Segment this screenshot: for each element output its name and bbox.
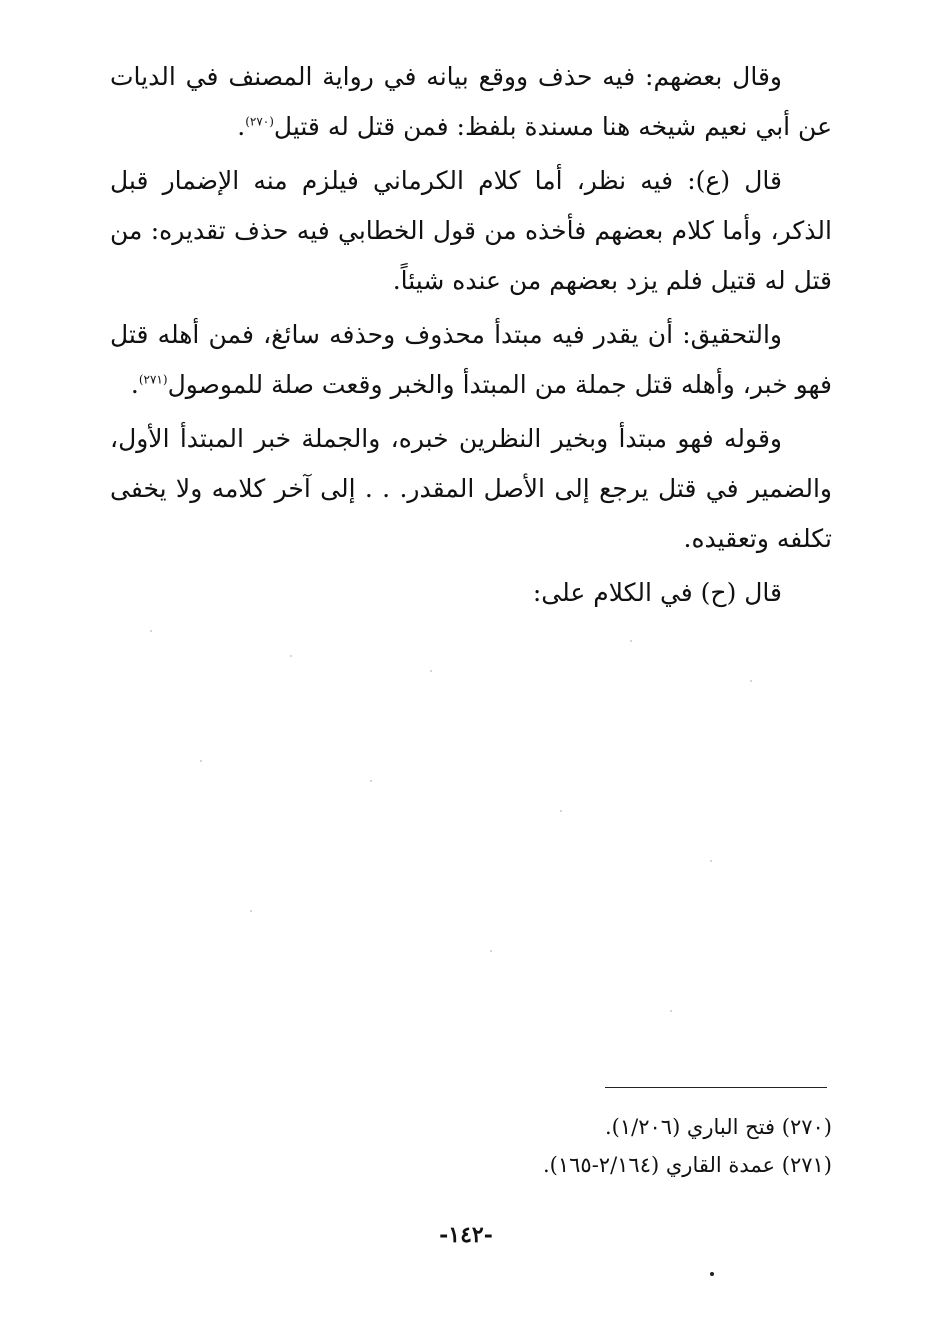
footnote-271: (٢٧١) عمدة القاري (٢/١٦٤-١٦٥). [542, 1153, 832, 1177]
paragraph-1-text: وقال بعضهم: فيه حذف ووقع بيانه في رواية المصنف في الديات عن أبي نعيم شيخه هنا مسندة بلفظ: فمن قتل له قتيل [110, 62, 832, 141]
scan-speck [670, 1010, 672, 1012]
footnote-270: (٢٧٠) فتح الباري (١/٢٠٦). [604, 1115, 832, 1139]
paragraph-1-tail: . [237, 112, 246, 141]
main-text [110, 52, 832, 622]
scan-speck [200, 760, 202, 762]
scan-dot [710, 1272, 714, 1276]
footnote-separator [605, 1087, 827, 1088]
paragraph-2 [110, 156, 832, 306]
footnote-ref-271[interactable]: (٢٧١) [138, 372, 168, 387]
scan-speck [630, 640, 632, 642]
scan-speck [250, 910, 252, 912]
faded-scan-area [110, 610, 832, 1070]
footnote-ref-270[interactable]: (٢٧٠) [245, 114, 274, 129]
scan-speck [290, 655, 292, 657]
paragraph-4-text: وقوله فهو مبتدأ وبخير النظرين خبره، والجملة خبر المبتدأ الأول، والضمير في قتل يرجع إلى الأصل المقدر. . . إلى آخر كلامه ولا يخفى تكلفه وتعقيده. [110, 424, 832, 553]
scan-speck [430, 670, 432, 672]
scan-speck [560, 810, 562, 812]
paragraph-1 [110, 52, 832, 152]
page-number: -١٤٢- [439, 1222, 493, 1248]
scan-speck [370, 780, 372, 782]
scan-speck [150, 630, 152, 632]
scan-speck [750, 680, 752, 682]
scan-speck [490, 950, 492, 952]
paragraph-2-text: قال (ع): فيه نظر، أما كلام الكرماني فيلزم منه الإضمار قبل الذكر، وأما كلام بعضهم فأخذه من قول الخطابي فيه حذف تقديره: من قتل له قتيل فلم يزد بعضهم من عنده شيئاً. [110, 166, 832, 295]
footnotes [132, 1108, 832, 1184]
paragraph-4 [110, 414, 832, 564]
paragraph-3-tail: . [130, 370, 139, 399]
paragraph-3-text: والتحقيق: أن يقدر فيه مبتدأ محذوف وحذفه سائغ، فمن أهله قتل فهو خبر، وأهله قتل جملة من المبتدأ والخبر وقعت صلة للموصول [110, 320, 832, 399]
scan-speck [710, 860, 712, 862]
paragraph-5-text: قال (ح) في الكلام على: [532, 578, 782, 607]
paragraph-3 [110, 310, 832, 410]
